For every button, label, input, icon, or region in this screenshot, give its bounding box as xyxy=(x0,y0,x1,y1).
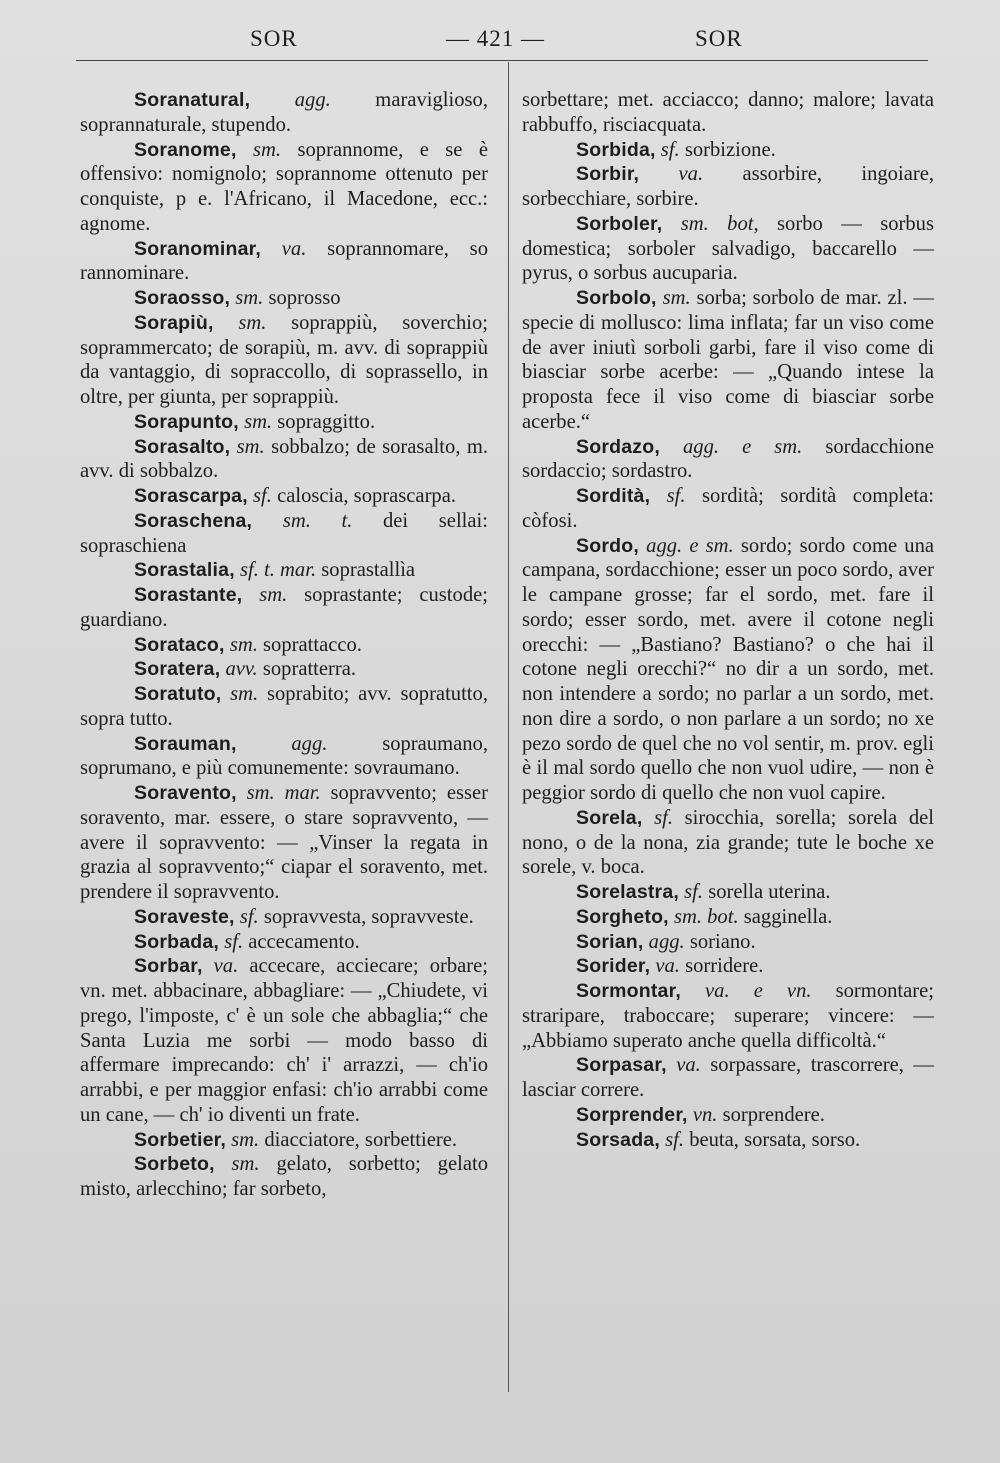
header-rule xyxy=(76,60,928,61)
dictionary-entry xyxy=(522,979,934,1053)
definition: sopravvesta, sopravveste. xyxy=(263,905,474,928)
headword: Soratuto, xyxy=(134,683,222,705)
grammar-label: sm. xyxy=(229,633,258,656)
definition: accecamento. xyxy=(248,930,360,953)
headword: Soranominar, xyxy=(134,237,262,260)
grammar-label: sm. xyxy=(259,584,288,606)
definition: soprappiù, soverchio; soprammercato; de sorapiù, m. avv. di soprappiù da vantaggio, di sopraccollo, di soprassello, in oltre, per giunta, per soprappiù. xyxy=(80,311,488,408)
dictionary-entry xyxy=(522,1053,934,1103)
dictionary-entry xyxy=(522,1103,934,1128)
headword: Sorastalia, xyxy=(134,559,235,582)
dictionary-entry-continued xyxy=(522,88,934,138)
grammar-label: va. xyxy=(281,237,307,260)
page-number: — 421 — xyxy=(446,26,545,51)
definition: sopraumano, soprumano, e più comunemente: sovraumano. xyxy=(80,732,488,780)
definition: sobbalzo; de sorasalto, m. avv. di sobbalzo. xyxy=(80,435,488,483)
dictionary-entry xyxy=(80,484,488,509)
dictionary-entry xyxy=(522,138,934,163)
definition: sopravvento; esser soravento, mar. essere, o stare sopravvento, — avere il sopravvento: — „Vinser la regata in grazia al sopravvento;“ ciapar el soravento, met. prendere il sopravvento. xyxy=(80,782,488,903)
grammar-label: va. xyxy=(676,1054,701,1077)
dictionary-entry xyxy=(522,880,934,905)
definition: sordacchione sordaccio; sordastro. xyxy=(522,435,934,483)
dictionary-entry xyxy=(522,212,934,286)
headword: Soraosso, xyxy=(134,287,231,309)
headword: Sordo, xyxy=(576,534,639,557)
grammar-label: sf. xyxy=(666,485,686,507)
dictionary-entry xyxy=(522,534,934,806)
grammar-label: sm. bot. xyxy=(673,905,739,928)
headword: Sorbeto, xyxy=(134,1153,215,1176)
dictionary-entry xyxy=(80,286,488,311)
dictionary-entry xyxy=(80,410,488,435)
dictionary-entry xyxy=(522,930,934,955)
dictionary-entry xyxy=(80,633,488,658)
dictionary-entry xyxy=(80,237,488,287)
grammar-label: sm. bot, xyxy=(680,212,759,235)
definition: sormontare; straripare, traboccare; superare; vincere: — „Abbiamo superato anche quella difficoltà.“ xyxy=(522,980,934,1052)
grammar-label: sm. xyxy=(235,287,264,309)
headword: Sormontar, xyxy=(576,980,681,1002)
grammar-label: va. xyxy=(655,955,680,978)
definition: maraviglioso, soprannaturale, stupendo. xyxy=(80,89,488,136)
headword: Sorasalto, xyxy=(134,435,231,458)
grammar-label: sf. xyxy=(665,1128,685,1151)
left-column xyxy=(80,88,488,1202)
definition: sirocchia, sorella; sorela del nono, o de la nona, zia grande; tute le boche xe sorele, v. boca. xyxy=(522,806,935,879)
dictionary-entry xyxy=(80,583,488,633)
headword: Sorgheto, xyxy=(576,905,669,928)
definition: sordità; sordità completa: còfosi. xyxy=(522,485,934,532)
definition: diacciatore, sorbettiere. xyxy=(264,1128,457,1151)
grammar-label: sm. xyxy=(662,287,691,309)
dictionary-entry xyxy=(80,732,488,782)
headword: Sorboler, xyxy=(576,212,663,235)
grammar-label: avv. xyxy=(225,658,258,681)
headword: Sorider, xyxy=(576,955,651,978)
grammar-label: sm. xyxy=(231,1153,260,1176)
dictionary-entry xyxy=(80,138,488,237)
definition: soprastallìa xyxy=(321,559,416,582)
dictionary-entry xyxy=(522,806,934,880)
definition: assorbire, ingoiare, sorbecchiare, sorbire. xyxy=(522,163,934,210)
grammar-label: sf. xyxy=(253,485,272,507)
grammar-label: sf. xyxy=(224,930,244,953)
dictionary-entry xyxy=(80,781,488,905)
definition: sorbo — sorbus domestica; sorboler salvadigo, baccarello — pyrus, o sorbus aucuparia. xyxy=(522,212,934,285)
headword: Sorpasar, xyxy=(576,1054,667,1077)
headword: Sorbetier, xyxy=(134,1128,226,1151)
right-column xyxy=(522,88,934,1152)
grammar-label: sf. xyxy=(239,905,259,928)
headword: Sorbida, xyxy=(576,138,656,161)
headword: Sorbada, xyxy=(134,930,220,953)
definition: dei sellai: sopraschiena xyxy=(80,509,488,557)
dictionary-entry xyxy=(80,311,488,410)
definition: accecare, acciecare; orbare; vn. met. abbacinare, abbagliare: — „Chiudete, vi prego, l'imposte, c' è un sole che abbaglia;“ che Santa Luzia me sorbi — modo basso di affermare imprecando: ch' i' arrazzi, — ch'io arrabbi, e per maggior enfasi: ch'io arrabbi come un cane, — ch' io diventi un frate. xyxy=(80,955,489,1126)
grammar-label: va. e vn. xyxy=(705,980,812,1002)
definition: caloscia, soprascarpa. xyxy=(277,485,457,507)
dictionary-entry xyxy=(522,484,934,534)
headword: Sorapiù, xyxy=(134,311,214,334)
grammar-label: agg. xyxy=(291,732,328,755)
definition: sorba; sorbolo de mar. zl. — specie di mollusco: lima inflata; far un viso come de aver iniutì sorboli garbi, fare il viso come di biasciar sorbe acerbe: — „Quando intese la proposta fece il viso come di biasciar sorbe acerbe.“ xyxy=(522,287,934,433)
grammar-label: sf. xyxy=(654,806,673,829)
headword: Sorbar, xyxy=(134,955,203,978)
headword: Sorelastra, xyxy=(576,881,680,903)
definition: sorridere. xyxy=(685,955,764,978)
headword: Sordità, xyxy=(576,485,651,507)
grammar-label: vn. xyxy=(692,1103,718,1126)
headword: Sorauman, xyxy=(134,732,237,755)
grammar-label: agg. e sm. xyxy=(646,534,734,557)
definition: sopratterra. xyxy=(262,658,357,681)
headword: Soravento, xyxy=(134,782,237,804)
column-divider xyxy=(508,62,509,1392)
dictionary-entry xyxy=(80,1128,488,1153)
definition: sorbettare; met. acciacco; danno; malore; lavata rabbuffo, risciacquata. xyxy=(522,89,934,136)
dictionary-entry xyxy=(80,657,488,682)
dictionary-entry xyxy=(80,905,488,930)
definition: soriano. xyxy=(689,930,756,953)
headword: Sorprender, xyxy=(576,1103,688,1126)
grammar-label: sm. mar. xyxy=(246,782,321,804)
dictionary-entry xyxy=(80,954,488,1127)
headword: Soraveste, xyxy=(134,905,235,928)
dictionary-entry xyxy=(80,682,488,732)
grammar-label: sm. xyxy=(238,311,267,334)
definition: sorpassare, trascorrere, — lasciar correre. xyxy=(522,1054,934,1101)
grammar-label: sf. xyxy=(660,138,680,161)
definition: soprannome, e se è offensivo: nomignolo; soprannome ottenuto per conquiste, p e. l'Africano, il Macedone, ecc.: agnome. xyxy=(80,138,489,235)
header-left-guideword: SOR xyxy=(250,26,298,51)
grammar-label: sm. xyxy=(244,410,273,433)
grammar-label: sm. xyxy=(230,683,259,705)
grammar-label: agg. e sm. xyxy=(683,435,803,458)
headword: Soratera, xyxy=(134,658,221,681)
headword: Sorsada, xyxy=(576,1128,660,1151)
dictionary-entry xyxy=(522,286,934,435)
headword: Sordazo, xyxy=(576,435,660,458)
dictionary-entry xyxy=(80,558,488,583)
dictionary-entry xyxy=(80,509,488,559)
grammar-label: sm. t. xyxy=(282,509,353,532)
grammar-label: sm. xyxy=(231,1128,260,1151)
dictionary-entry xyxy=(522,954,934,979)
definition: soprannomare, so rannominare. xyxy=(80,237,488,285)
dictionary-entry xyxy=(80,1152,488,1202)
definition: soprastante; custode; guardiano. xyxy=(80,584,488,631)
dictionary-entry xyxy=(80,88,488,138)
grammar-label: sf. t. mar. xyxy=(240,559,317,582)
dictionary-entry xyxy=(80,435,488,485)
headword: Sorbir, xyxy=(576,163,640,186)
grammar-label: sf. xyxy=(684,881,704,903)
running-head xyxy=(70,22,940,56)
grammar-label: sm. xyxy=(253,138,282,161)
definition: soprosso xyxy=(268,287,341,309)
dictionary-entry xyxy=(522,905,934,930)
headword: Sorian, xyxy=(576,930,644,953)
dictionary-entry xyxy=(522,162,934,212)
definition: sorbizione. xyxy=(684,138,776,161)
definition: sordo; sordo come una campana, sordacchione; esser un poco sordo, aver le campane grosse; far el sordo, met. fare il sordo; esser sordo, met. avere il cotone negli orecchi: — „Bastiano? Bastiano? o che hai il cotone negli orecchi?“ no dir a un sordo, met. non intendere a sordo; no parlar a un sordo, met. non dire a sordo, o non parlare a un sordo; no xe pezo sordo de quel che no vol sentir, m. prov. egli è il mal sordo quello che non vuol udire, — non è peggior sordo di quello che non vuol capire. xyxy=(522,534,935,804)
headword: Sorascarpa, xyxy=(134,485,248,507)
grammar-label: agg. xyxy=(294,89,331,111)
headword: Sorela, xyxy=(576,806,643,829)
definition: soprattacco. xyxy=(263,633,362,656)
dictionary-entry xyxy=(522,435,934,485)
definition: sorella uterina. xyxy=(708,881,831,903)
definition: beuta, sorsata, sorso. xyxy=(689,1128,861,1151)
dictionary-entry xyxy=(80,930,488,955)
headword: Sorapunto, xyxy=(134,410,239,433)
headword: Sorataco, xyxy=(134,633,225,656)
definition: sagginella. xyxy=(743,905,833,928)
grammar-label: sm. xyxy=(236,435,265,458)
definition: sopraggitto. xyxy=(277,410,376,433)
headword: Soranome, xyxy=(134,138,237,161)
grammar-label: va. xyxy=(678,163,704,186)
grammar-label: agg. xyxy=(648,930,685,953)
headword: Soranatural, xyxy=(134,89,251,111)
definition: soprabito; avv. sopratutto, sopra tutto. xyxy=(80,683,488,730)
headword: Soraschena, xyxy=(134,509,253,532)
headword: Sorbolo, xyxy=(576,287,657,309)
definition: gelato, sorbetto; gelato misto, arlecchino; far sorbeto, xyxy=(80,1153,489,1200)
grammar-label: va. xyxy=(213,955,239,978)
header-right-guideword: SOR xyxy=(695,26,743,51)
headword: Sorastante, xyxy=(134,584,243,606)
dictionary-entry xyxy=(522,1128,934,1153)
definition: sorprendere. xyxy=(722,1103,825,1126)
